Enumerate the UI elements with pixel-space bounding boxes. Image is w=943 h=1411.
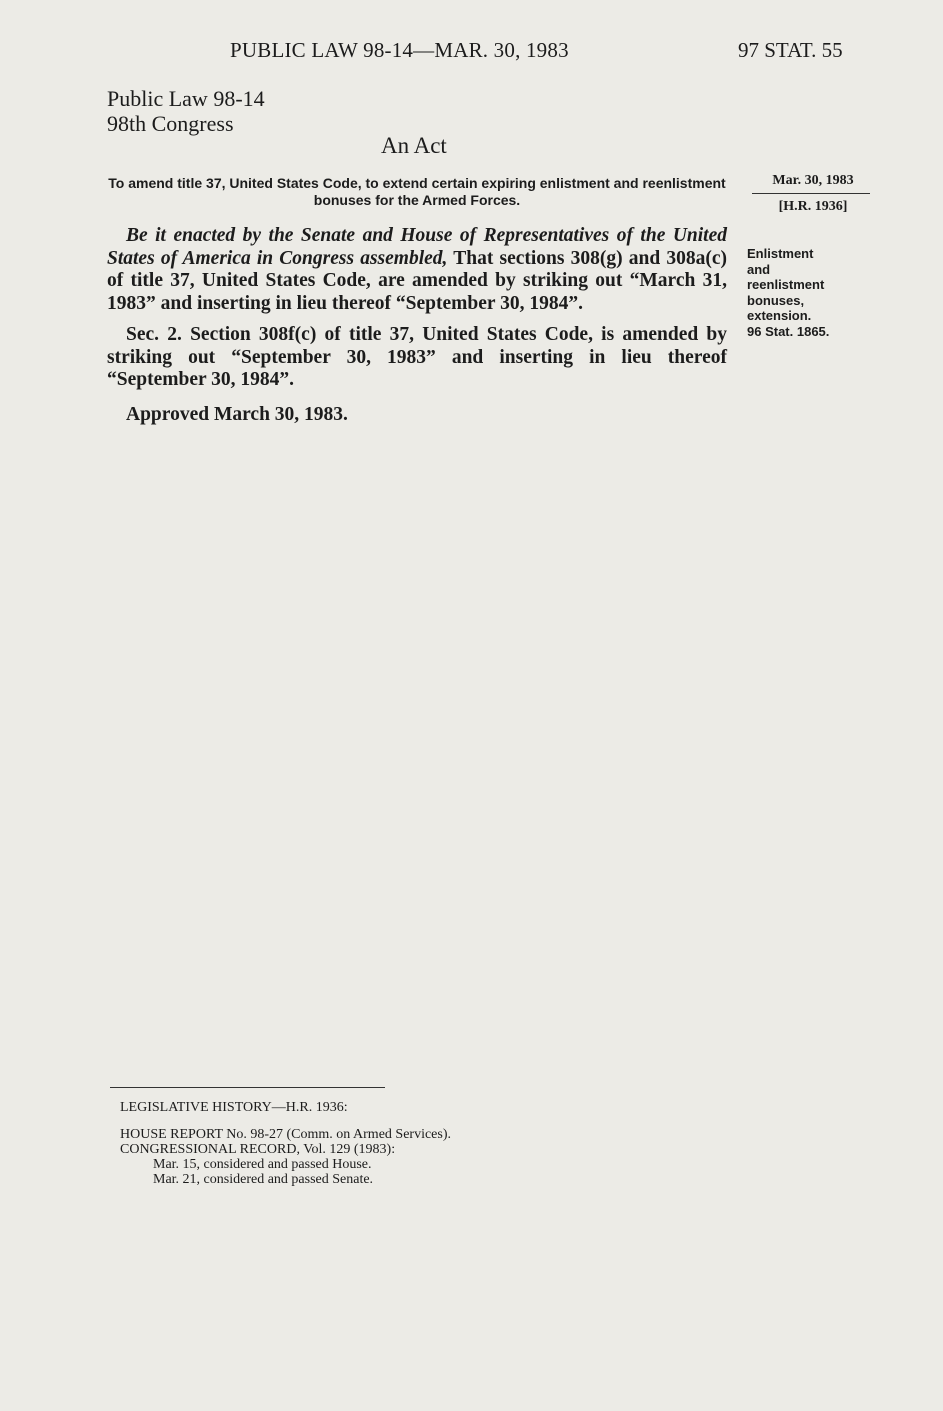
section-2-paragraph bbox=[107, 324, 727, 392]
margin-date: Mar. 30, 1983 bbox=[772, 173, 854, 188]
side-note-line: and bbox=[747, 261, 771, 277]
statute-page-number: 97 STAT. 55 bbox=[738, 38, 843, 62]
running-head: PUBLIC LAW 98-14—MAR. 30, 1983 bbox=[230, 38, 569, 62]
house-report: HOUSE REPORT No. 98-27 (Comm. on Armed Services). bbox=[120, 1127, 451, 1142]
public-law-number: Public Law 98-14 bbox=[107, 86, 265, 111]
side-note-line: extension. bbox=[747, 308, 812, 323]
act-purpose: To amend title 37, United States Code, to extend certain expiring enlistment and reenlistment bonuses for the Armed Forces. bbox=[108, 175, 726, 208]
legislative-history-title: LEGISLATIVE HISTORY—H.R. 1936: bbox=[120, 1100, 348, 1115]
act-title: An Act bbox=[381, 133, 447, 158]
margin-bill-number: [H.R. 1936] bbox=[778, 199, 848, 214]
side-note-line: Enlistment bbox=[747, 246, 814, 261]
side-note bbox=[747, 246, 867, 339]
congressional-record: CONGRESSIONAL RECORD, Vol. 129 (1983): bbox=[120, 1142, 396, 1157]
section-1-paragraph bbox=[107, 225, 727, 315]
history-entry: Mar. 15, considered and passed House. bbox=[153, 1157, 372, 1172]
section-1-text: That sections 308(g) and 308a(c) of title 37, United States Code, are amended by striking out “March 31, 1983” and inserting in lieu thereof “September 30, 1984”. bbox=[107, 247, 727, 314]
history-entry: Mar. 21, considered and passed Senate. bbox=[153, 1172, 374, 1187]
congress-number: 98th Congress bbox=[107, 111, 234, 136]
section-2-text: Section 308f(c) of title 37, United States Code, is amended by striking out “September 30, 1983” and inserting in lieu thereof “September 30, 1984”. bbox=[107, 324, 727, 390]
approval-date: Approved March 30, 1983. bbox=[126, 404, 348, 425]
section-2-label: Sec. 2. bbox=[126, 324, 182, 345]
history-divider bbox=[110, 1087, 385, 1088]
side-note-line: reenlistment bbox=[747, 277, 825, 292]
enacting-clause: Be it enacted by the Senate and House of Representatives of the United States of America in Congress assembled, bbox=[107, 225, 727, 269]
margin-divider bbox=[752, 193, 870, 194]
side-note-line: bonuses, bbox=[747, 292, 805, 308]
side-note-line: 96 Stat. 1865. bbox=[747, 323, 830, 339]
